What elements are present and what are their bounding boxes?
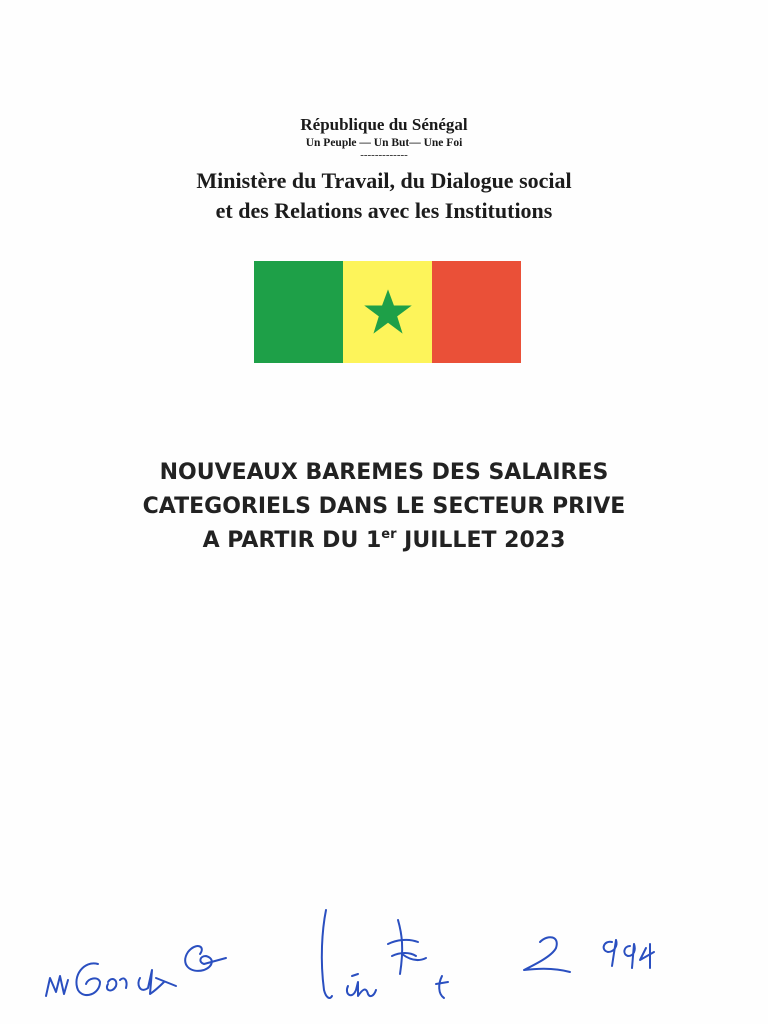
title-line-3-suffix: JUILLET 2023 xyxy=(396,528,566,553)
ministry-line-1: Ministère du Travail, du Dialogue social xyxy=(196,168,572,193)
title-line-2: CATEGORIELS DANS LE SECTEUR PRIVE xyxy=(142,494,626,519)
document-title xyxy=(0,456,768,558)
star-icon xyxy=(361,285,415,339)
national-motto: Un Peuple — Un But— Une Foi xyxy=(305,137,463,149)
motto-divider: ------------- xyxy=(360,149,408,161)
title-line-1: NOUVEAUX BAREMES DES SALAIRES xyxy=(159,460,609,485)
ministry-name xyxy=(0,166,768,226)
senegal-flag-icon xyxy=(254,261,521,363)
flag-yellow-band xyxy=(343,261,432,363)
letterhead xyxy=(0,114,768,226)
flag-red-band xyxy=(432,261,521,363)
handwritten-signatures-icon xyxy=(0,890,768,1010)
republic-name: République du Sénégal xyxy=(300,115,468,134)
ministry-line-2: et des Relations avec les Institutions xyxy=(215,198,553,223)
title-line-3 xyxy=(0,524,768,558)
flag-green-band xyxy=(254,261,343,363)
title-line-3-prefix: A PARTIR DU 1 xyxy=(202,528,382,553)
title-ordinal-suffix: er xyxy=(381,527,397,542)
